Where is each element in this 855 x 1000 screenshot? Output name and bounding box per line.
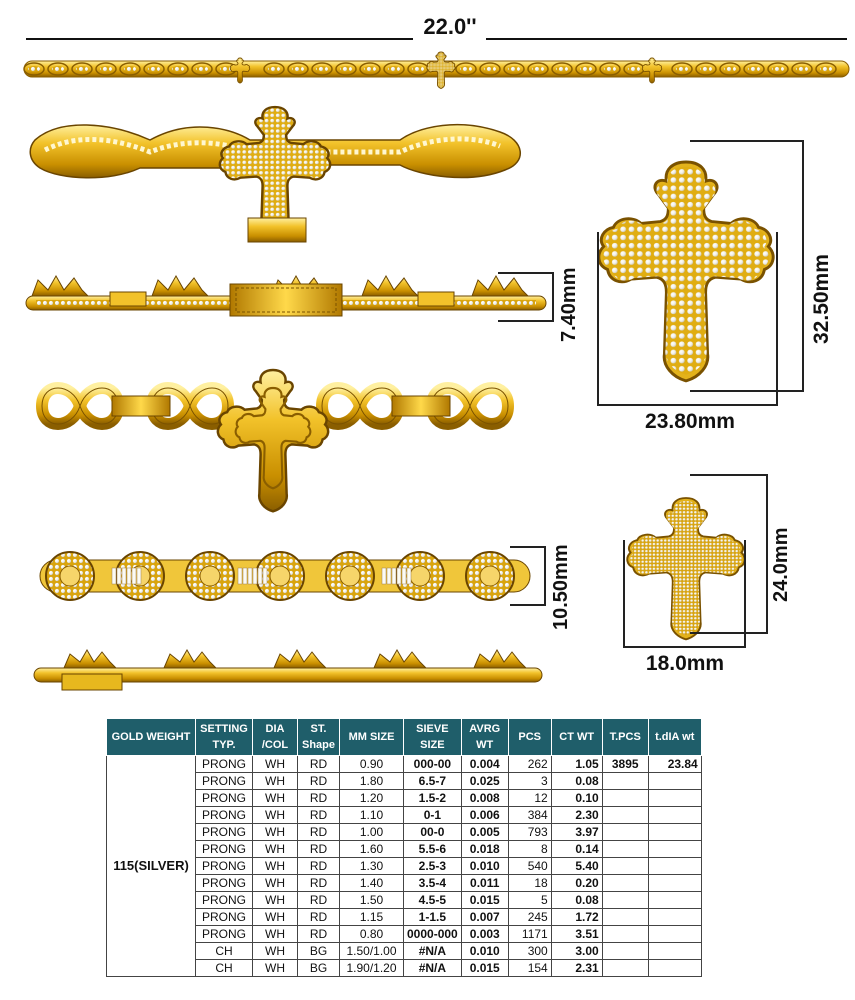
avg-wt-cell: 0.004 xyxy=(461,756,508,773)
full-chain-render xyxy=(24,52,849,88)
table-header-row xyxy=(107,719,702,756)
side-height-bracket-top xyxy=(498,272,552,274)
total-dia-wt-cell xyxy=(648,858,701,875)
stone-shape-cell: RD xyxy=(298,841,340,858)
large-cross-render xyxy=(599,162,773,381)
total-pcs-cell xyxy=(602,875,648,892)
table-row xyxy=(107,773,702,790)
total-dia-wt-cell xyxy=(648,773,701,790)
large-cross-width-bracket-left xyxy=(597,232,599,406)
total-pcs-cell xyxy=(602,926,648,943)
ct-wt-cell: 2.30 xyxy=(551,807,602,824)
large-cross-height-bracket-bottom xyxy=(690,390,804,392)
avg-wt-cell: 0.003 xyxy=(461,926,508,943)
avg-wt-cell: 0.007 xyxy=(461,909,508,926)
table-row xyxy=(107,875,702,892)
stone-shape-cell: RD xyxy=(298,756,340,773)
small-cross-width-bracket-bottom xyxy=(623,646,746,648)
sieve-size-cell: #N/A xyxy=(404,943,462,960)
header-dia-col: DIA /COL xyxy=(253,719,298,756)
mm-size-cell: 0.80 xyxy=(340,926,404,943)
header-sieve-size: SIEVE SIZE xyxy=(404,719,462,756)
setting-type-cell: PRONG xyxy=(196,807,253,824)
dia-col-cell: WH xyxy=(253,790,298,807)
total-pcs-cell xyxy=(602,892,648,909)
setting-type-cell: PRONG xyxy=(196,756,253,773)
pcs-cell: 5 xyxy=(508,892,551,909)
sieve-size-cell: 000-00 xyxy=(404,756,462,773)
total-pcs-cell xyxy=(602,790,648,807)
small-cross-height-bracket-bottom xyxy=(690,632,768,634)
header-total-pcs: T.PCS xyxy=(602,719,648,756)
pcs-cell: 8 xyxy=(508,841,551,858)
side-height-bracket-side xyxy=(552,272,554,322)
table-row xyxy=(107,909,702,926)
header-mm-size: MM SIZE xyxy=(340,719,404,756)
setting-type-cell: PRONG xyxy=(196,875,253,892)
dia-col-cell: WH xyxy=(253,892,298,909)
avg-wt-cell: 0.011 xyxy=(461,875,508,892)
avg-wt-cell: 0.015 xyxy=(461,960,508,977)
total-dia-wt-cell xyxy=(648,807,701,824)
sieve-size-cell: 1-1.5 xyxy=(404,909,462,926)
total-dia-wt-cell xyxy=(648,841,701,858)
small-cross-width-label: 18.0mm xyxy=(645,652,725,675)
avg-wt-cell: 0.018 xyxy=(461,841,508,858)
link-width-bracket-bottom xyxy=(510,604,544,606)
setting-type-cell: CH xyxy=(196,960,253,977)
ct-wt-cell: 0.14 xyxy=(551,841,602,858)
small-cross-height-bracket-side xyxy=(766,474,768,634)
table-row xyxy=(107,756,702,773)
mm-size-cell: 1.80 xyxy=(340,773,404,790)
ct-wt-cell: 0.08 xyxy=(551,773,602,790)
stone-shape-cell: RD xyxy=(298,824,340,841)
dia-col-cell: WH xyxy=(253,756,298,773)
sieve-size-cell: 3.5-4 xyxy=(404,875,462,892)
setting-type-cell: PRONG xyxy=(196,841,253,858)
header-setting-type: SETTING TYP. xyxy=(196,719,253,756)
total-dia-wt-cell xyxy=(648,790,701,807)
stone-shape-cell: RD xyxy=(298,807,340,824)
ct-wt-cell: 0.20 xyxy=(551,875,602,892)
stone-shape-cell: BG xyxy=(298,960,340,977)
header-total-dia-wt: t.dIA wt xyxy=(648,719,701,756)
setting-type-cell: PRONG xyxy=(196,892,253,909)
stone-shape-cell: RD xyxy=(298,892,340,909)
setting-type-cell: PRONG xyxy=(196,790,253,807)
sieve-size-cell: 2.5-3 xyxy=(404,858,462,875)
dia-col-cell: WH xyxy=(253,926,298,943)
mm-size-cell: 0.90 xyxy=(340,756,404,773)
total-pcs-cell xyxy=(602,807,648,824)
avg-wt-cell: 0.008 xyxy=(461,790,508,807)
setting-type-cell: PRONG xyxy=(196,824,253,841)
ct-wt-cell: 3.51 xyxy=(551,926,602,943)
avg-wt-cell: 0.005 xyxy=(461,824,508,841)
sieve-size-cell: 5.5-6 xyxy=(404,841,462,858)
ct-wt-cell: 3.00 xyxy=(551,943,602,960)
mm-size-cell: 1.10 xyxy=(340,807,404,824)
header-pcs: PCS xyxy=(508,719,551,756)
stone-shape-cell: RD xyxy=(298,773,340,790)
total-dia-wt-cell xyxy=(648,909,701,926)
total-dia-wt-cell xyxy=(648,960,701,977)
sieve-size-cell: 0-1 xyxy=(404,807,462,824)
small-cross-width-bracket-right xyxy=(744,540,746,648)
side-links-render xyxy=(34,650,542,690)
sieve-size-cell: 4.5-5 xyxy=(404,892,462,909)
pcs-cell: 384 xyxy=(508,807,551,824)
header-ct-wt: CT WT xyxy=(551,719,602,756)
total-dia-wt-cell xyxy=(648,892,701,909)
pcs-cell: 245 xyxy=(508,909,551,926)
total-pcs-cell xyxy=(602,824,648,841)
mm-size-cell: 1.40 xyxy=(340,875,404,892)
total-dia-wt-cell xyxy=(648,824,701,841)
total-pcs-cell xyxy=(602,909,648,926)
table-row xyxy=(107,960,702,977)
pcs-cell: 18 xyxy=(508,875,551,892)
top-view-render xyxy=(40,552,530,600)
table-row xyxy=(107,926,702,943)
link-width-label: 10.50mm xyxy=(550,544,572,630)
sieve-size-cell: 0000-000 xyxy=(404,926,462,943)
header-stone-shape: ST. Shape xyxy=(298,719,340,756)
sieve-size-cell: 1.5-2 xyxy=(404,790,462,807)
avg-wt-cell: 0.010 xyxy=(461,943,508,960)
small-cross-width-bracket-left xyxy=(623,540,625,648)
ct-wt-cell: 3.97 xyxy=(551,824,602,841)
stone-shape-cell: RD xyxy=(298,858,340,875)
large-cross-height-bracket-side xyxy=(802,140,804,392)
dia-col-cell: WH xyxy=(253,858,298,875)
dia-col-cell: WH xyxy=(253,841,298,858)
avg-wt-cell: 0.010 xyxy=(461,858,508,875)
pcs-cell: 262 xyxy=(508,756,551,773)
total-dia-wt-cell: 23.84 xyxy=(648,756,701,773)
sieve-size-cell: 00-0 xyxy=(404,824,462,841)
pcs-cell: 540 xyxy=(508,858,551,875)
total-pcs-cell xyxy=(602,943,648,960)
setting-type-cell: PRONG xyxy=(196,858,253,875)
diamond-spec-table xyxy=(106,718,702,977)
side-height-label: 7.40mm xyxy=(558,267,580,342)
large-cross-height-bracket-top xyxy=(690,140,804,142)
table-row xyxy=(107,790,702,807)
link-width-bracket-side xyxy=(544,546,546,606)
total-pcs-cell xyxy=(602,773,648,790)
length-dimension-label: 22.0'' xyxy=(423,14,477,39)
side-height-bracket-bottom xyxy=(498,320,552,322)
large-cross-height-label: 32.50mm xyxy=(810,254,833,344)
ct-wt-cell: 5.40 xyxy=(551,858,602,875)
avg-wt-cell: 0.025 xyxy=(461,773,508,790)
ct-wt-cell: 0.08 xyxy=(551,892,602,909)
mm-size-cell: 1.00 xyxy=(340,824,404,841)
dia-col-cell: WH xyxy=(253,773,298,790)
table-row xyxy=(107,892,702,909)
avg-wt-cell: 0.015 xyxy=(461,892,508,909)
mm-size-cell: 1.30 xyxy=(340,858,404,875)
gold-weight-cell: 115(SILVER) xyxy=(107,756,196,977)
header-avg-wt: AVRG WT xyxy=(461,719,508,756)
stone-shape-cell: RD xyxy=(298,875,340,892)
link-width-bracket-top xyxy=(510,546,544,548)
large-cross-width-bracket-bottom xyxy=(597,404,778,406)
setting-type-cell: PRONG xyxy=(196,909,253,926)
pcs-cell: 300 xyxy=(508,943,551,960)
table-row xyxy=(107,841,702,858)
large-cross-width-label: 23.80mm xyxy=(645,410,735,433)
setting-type-cell: CH xyxy=(196,943,253,960)
length-dimension-line-left xyxy=(26,38,413,40)
stone-shape-cell: RD xyxy=(298,790,340,807)
stone-shape-cell: RD xyxy=(298,909,340,926)
table-row xyxy=(107,858,702,875)
mm-size-cell: 1.50 xyxy=(340,892,404,909)
table-row xyxy=(107,824,702,841)
sieve-size-cell: #N/A xyxy=(404,960,462,977)
ct-wt-cell: 1.05 xyxy=(551,756,602,773)
dia-col-cell: WH xyxy=(253,943,298,960)
table-row xyxy=(107,943,702,960)
small-cross-height-bracket-top xyxy=(690,474,768,476)
pcs-cell: 154 xyxy=(508,960,551,977)
pcs-cell: 3 xyxy=(508,773,551,790)
total-pcs-cell: 3895 xyxy=(602,756,648,773)
setting-type-cell: PRONG xyxy=(196,773,253,790)
side-view-render xyxy=(26,276,546,316)
ct-wt-cell: 0.10 xyxy=(551,790,602,807)
mm-size-cell: 1.90/1.20 xyxy=(340,960,404,977)
dia-col-cell: WH xyxy=(253,909,298,926)
length-dimension-line-right xyxy=(486,38,847,40)
ct-wt-cell: 2.31 xyxy=(551,960,602,977)
setting-type-cell: PRONG xyxy=(196,926,253,943)
dia-col-cell: WH xyxy=(253,960,298,977)
table-row xyxy=(107,807,702,824)
total-pcs-cell xyxy=(602,858,648,875)
mm-size-cell: 1.50/1.00 xyxy=(340,943,404,960)
sieve-size-cell: 6.5-7 xyxy=(404,773,462,790)
pcs-cell: 793 xyxy=(508,824,551,841)
total-dia-wt-cell xyxy=(648,926,701,943)
stone-shape-cell: BG xyxy=(298,943,340,960)
mm-size-cell: 1.20 xyxy=(340,790,404,807)
large-cross-width-bracket-right xyxy=(776,232,778,406)
small-cross-height-label: 24.0mm xyxy=(770,527,792,602)
total-dia-wt-cell xyxy=(648,943,701,960)
avg-wt-cell: 0.006 xyxy=(461,807,508,824)
stone-shape-cell: RD xyxy=(298,926,340,943)
mm-size-cell: 1.60 xyxy=(340,841,404,858)
header-gold-weight: GOLD WEIGHT xyxy=(107,719,196,756)
pcs-cell: 12 xyxy=(508,790,551,807)
small-cross-render xyxy=(627,498,744,639)
mm-size-cell: 1.15 xyxy=(340,909,404,926)
dia-col-cell: WH xyxy=(253,807,298,824)
total-pcs-cell xyxy=(602,841,648,858)
total-pcs-cell xyxy=(602,960,648,977)
ct-wt-cell: 1.72 xyxy=(551,909,602,926)
dia-col-cell: WH xyxy=(253,824,298,841)
dia-col-cell: WH xyxy=(253,875,298,892)
back-view-render xyxy=(42,370,508,511)
total-dia-wt-cell xyxy=(648,875,701,892)
perspective-render xyxy=(30,107,520,242)
pcs-cell: 1171 xyxy=(508,926,551,943)
